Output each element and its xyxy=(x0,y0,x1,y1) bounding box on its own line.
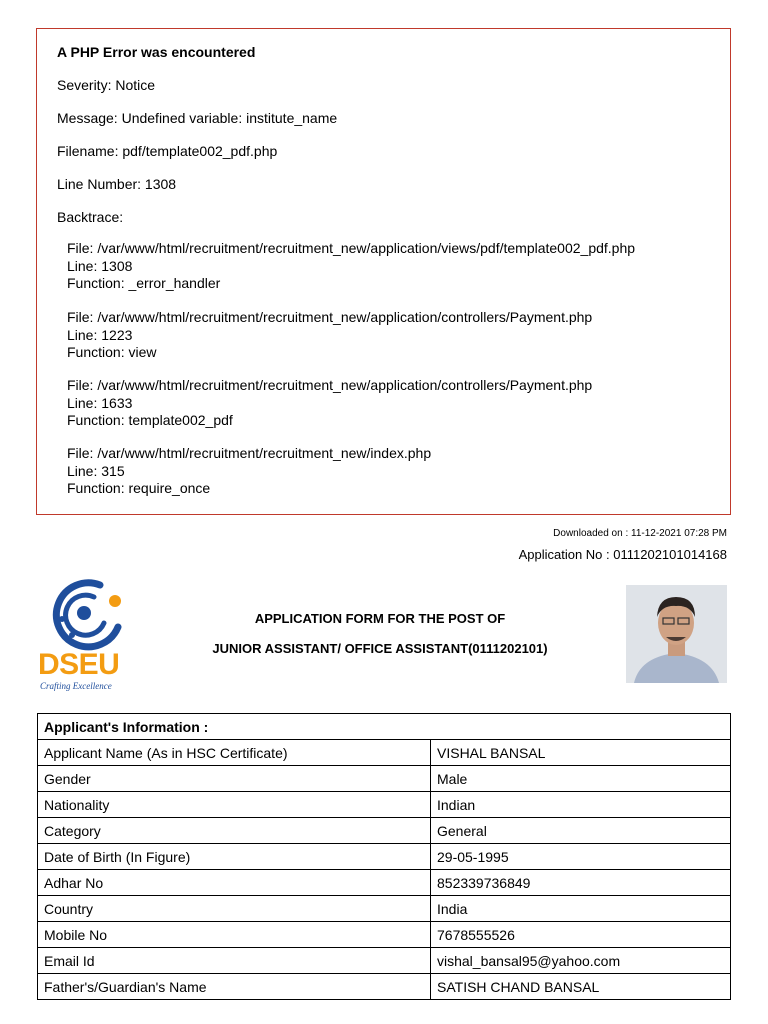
field-label: Adhar No xyxy=(38,870,431,896)
field-label: Country xyxy=(38,896,431,922)
field-label: Mobile No xyxy=(38,922,431,948)
backtrace-file: File: /var/www/html/recruitment/recruitment_new/application/controllers/Payment.php xyxy=(67,377,593,393)
backtrace-line: Line: 1633 xyxy=(67,394,133,411)
table-row xyxy=(38,922,731,948)
field-value: General xyxy=(431,818,731,844)
field-value: 29-05-1995 xyxy=(431,844,731,870)
table-row xyxy=(38,870,731,896)
backtrace-line: Line: 315 xyxy=(67,462,125,479)
table-row xyxy=(38,740,731,766)
error-line-number: Line Number: 1308 xyxy=(57,176,177,192)
backtrace-entry xyxy=(67,240,635,293)
backtrace-entry xyxy=(67,445,431,498)
field-value: VISHAL BANSAL xyxy=(431,740,731,766)
field-value: SATISH CHAND BANSAL xyxy=(431,974,731,1000)
table-row xyxy=(38,974,731,1000)
error-filename: Filename: pdf/template002_pdf.php xyxy=(57,143,278,159)
error-title: A PHP Error was encountered xyxy=(57,44,256,60)
form-title-line1: APPLICATION FORM FOR THE POST OF xyxy=(254,611,506,626)
field-value: vishal_bansal95@yahoo.com xyxy=(431,948,731,974)
applicant-info-heading: Applicant's Information : xyxy=(38,714,731,740)
error-message: Message: Undefined variable: institute_name xyxy=(57,110,338,126)
backtrace-file: File: /var/www/html/recruitment/recruitment_new/application/controllers/Payment.php xyxy=(67,309,593,325)
table-row xyxy=(38,818,731,844)
error-severity: Severity: Notice xyxy=(57,77,156,93)
field-label: Applicant Name (As in HSC Certificate) xyxy=(38,740,431,766)
field-label: Gender xyxy=(38,766,431,792)
field-value: 7678555526 xyxy=(431,922,731,948)
backtrace-function: Function: template002_pdf xyxy=(67,412,233,428)
error-backtrace-label: Backtrace: xyxy=(57,209,124,225)
backtrace-file: File: /var/www/html/recruitment/recruitment_new/index.php xyxy=(67,445,432,461)
field-label: Category xyxy=(38,818,431,844)
field-label: Date of Birth (In Figure) xyxy=(38,844,431,870)
downloaded-timestamp: Downloaded on : 11-12-2021 07:28 PM xyxy=(553,528,727,539)
backtrace-line: Line: 1223 xyxy=(67,326,133,343)
applicant-info-table xyxy=(37,713,731,1000)
application-number: Application No : 0111202101014168 xyxy=(518,547,727,562)
field-label: Father's/Guardian's Name xyxy=(38,974,431,1000)
field-value: 852339736849 xyxy=(431,870,731,896)
backtrace-function: Function: view xyxy=(67,344,157,360)
table-row xyxy=(38,792,731,818)
field-value: Indian xyxy=(431,792,731,818)
backtrace-entry xyxy=(67,309,592,362)
field-label: Email Id xyxy=(38,948,431,974)
backtrace-function: Function: _error_handler xyxy=(67,275,221,291)
table-row xyxy=(38,844,731,870)
form-title-line2: JUNIOR ASSISTANT/ OFFICE ASSISTANT(0111202101) xyxy=(212,641,548,656)
table-row xyxy=(38,896,731,922)
php-error-box xyxy=(36,28,731,515)
logo-tagline: Crafting Excellence xyxy=(40,681,112,691)
applicant-photo xyxy=(626,585,727,683)
backtrace-function: Function: require_once xyxy=(67,480,211,496)
backtrace-file: File: /var/www/html/recruitment/recruitment_new/application/views/pdf/template002_pdf.php xyxy=(67,240,636,256)
table-row xyxy=(38,766,731,792)
field-value: Male xyxy=(431,766,731,792)
backtrace-entry xyxy=(67,377,592,430)
table-row xyxy=(38,948,731,974)
logo-wordmark: DSEU xyxy=(38,648,120,681)
backtrace-line: Line: 1308 xyxy=(67,257,133,274)
field-label: Nationality xyxy=(38,792,431,818)
field-value: India xyxy=(431,896,731,922)
